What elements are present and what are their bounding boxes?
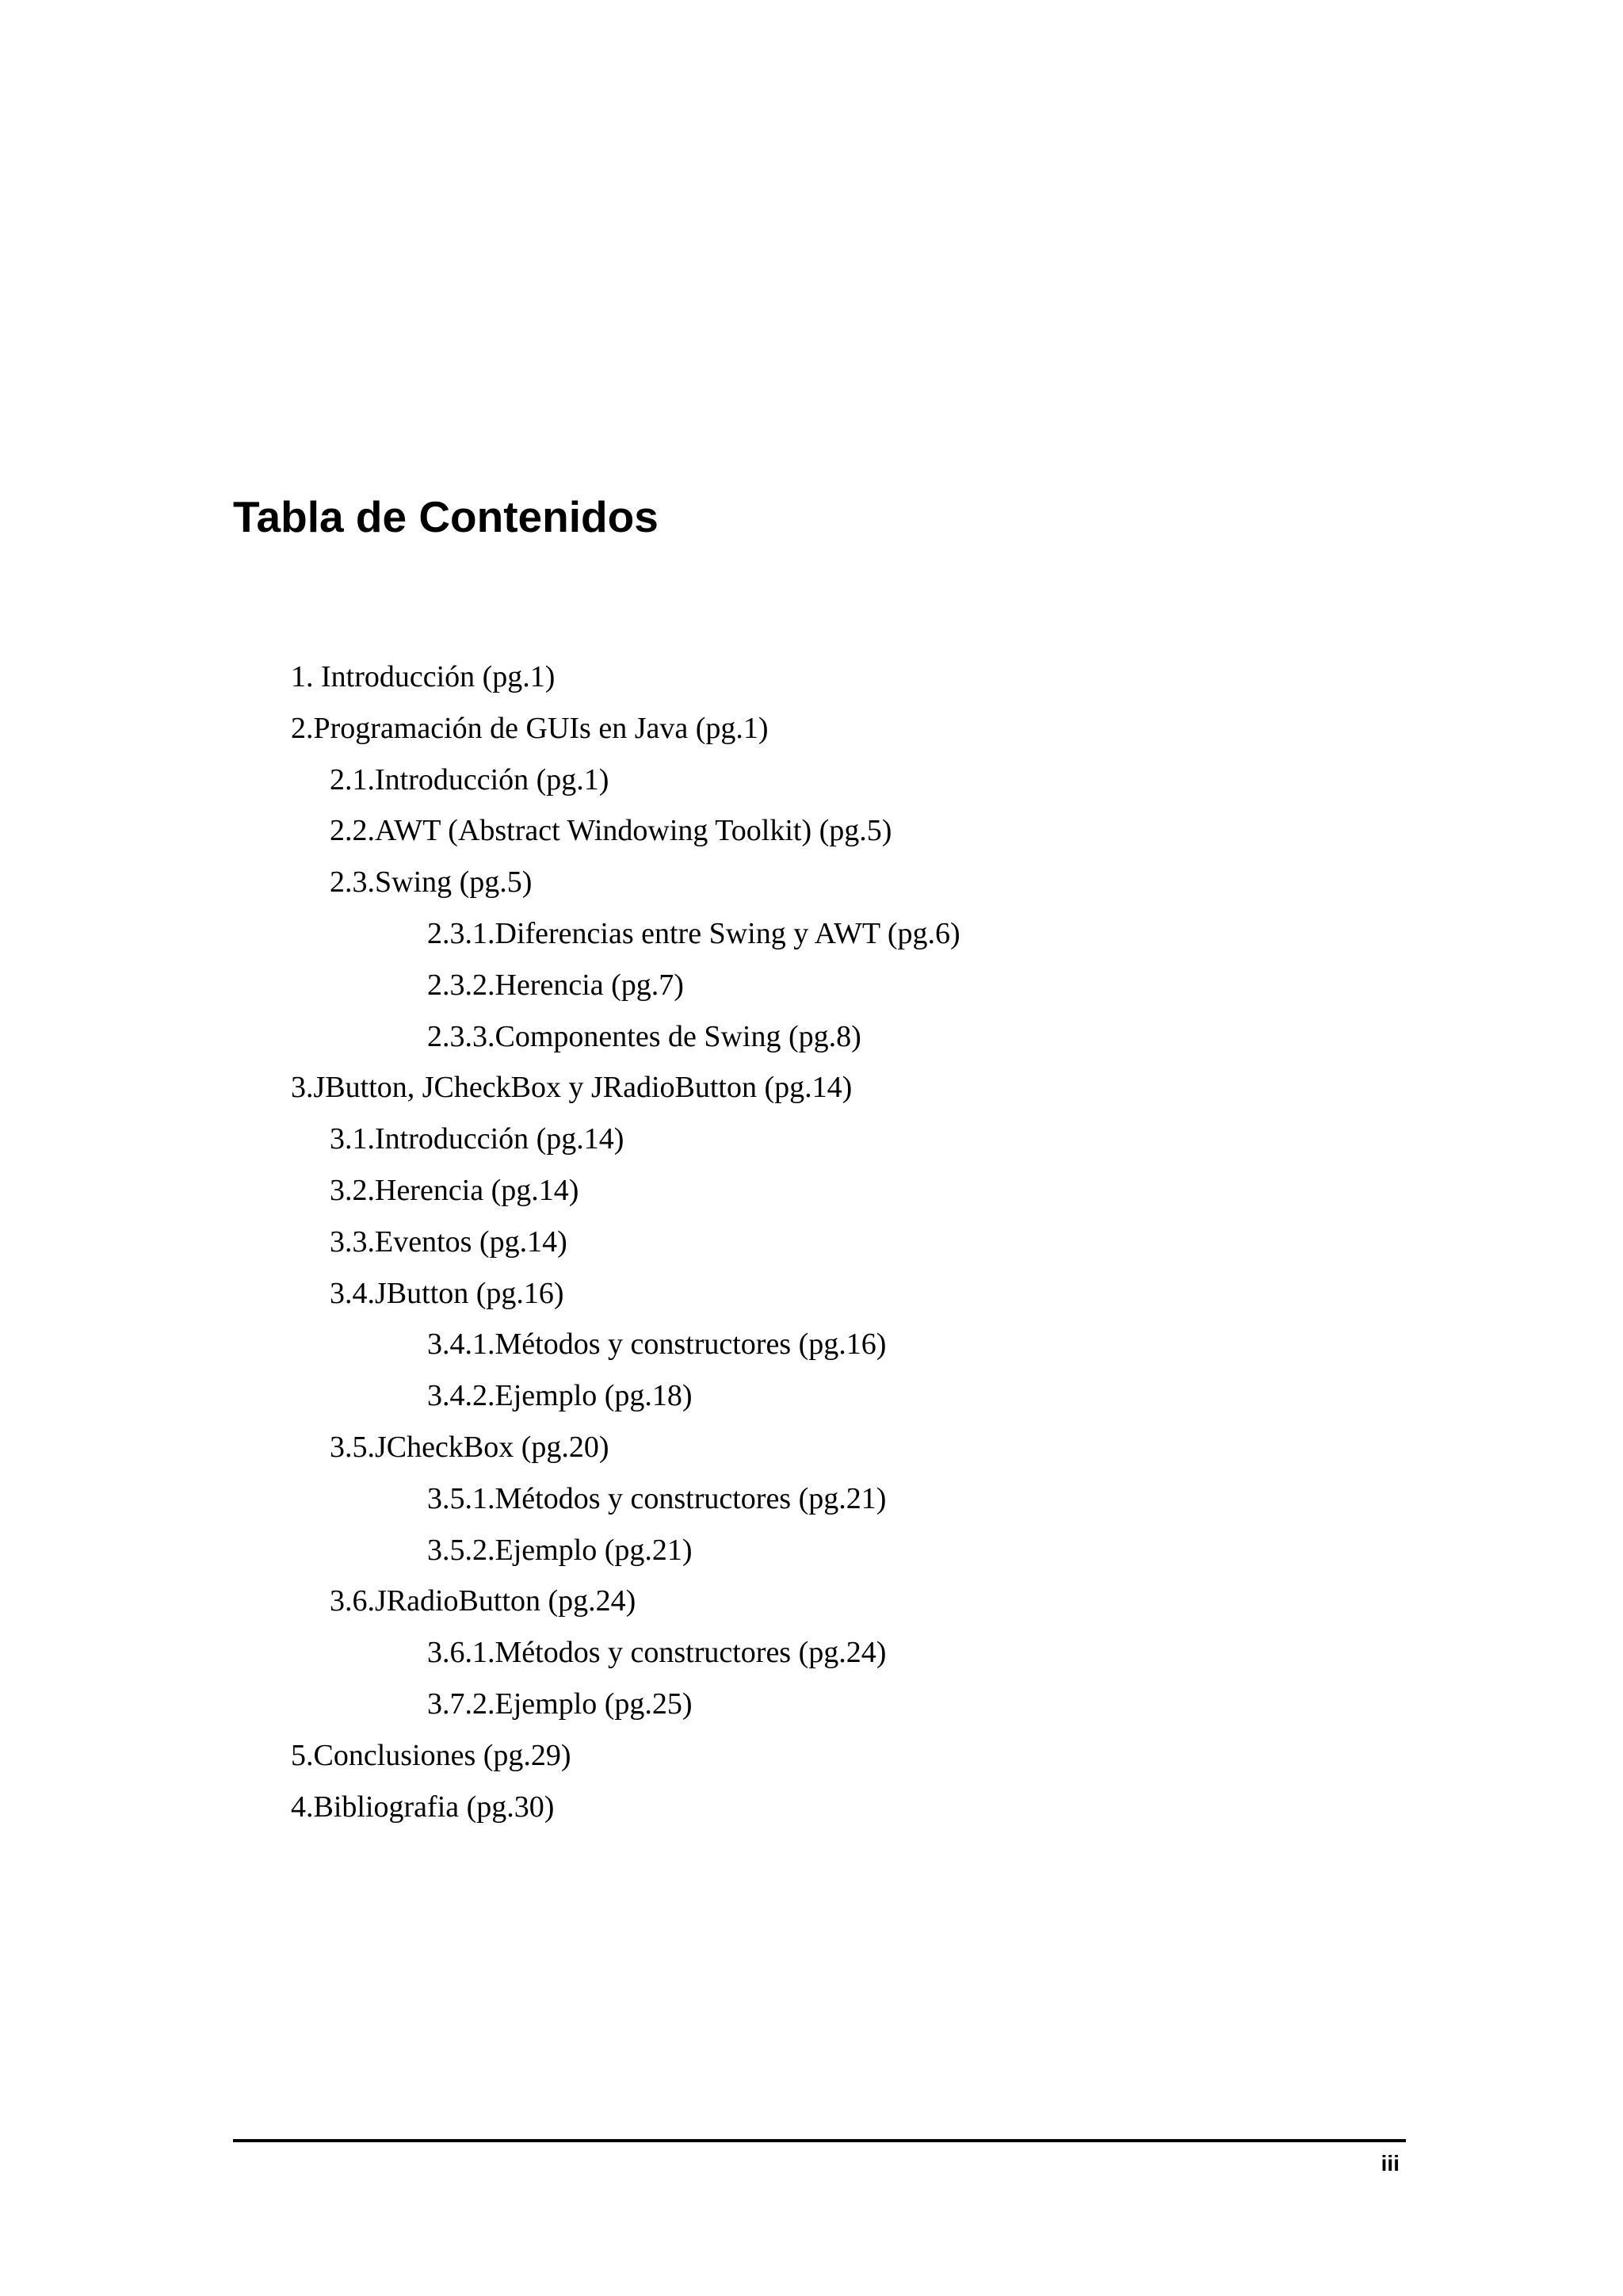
page-number: iii bbox=[1381, 2151, 1400, 2176]
toc-entry: 3.6.JRadioButton (pg.24) bbox=[330, 1584, 636, 1618]
toc-entry: 3.4.2.Ejemplo (pg.18) bbox=[427, 1379, 693, 1413]
toc-entry: 3.5.2.Ejemplo (pg.21) bbox=[427, 1533, 693, 1567]
toc-entry: 4.Bibliografia (pg.30) bbox=[291, 1790, 555, 1824]
toc-entry: 3.5.JCheckBox (pg.20) bbox=[330, 1430, 609, 1464]
toc-entry: 3.7.2.Ejemplo (pg.25) bbox=[427, 1687, 693, 1721]
toc-entry: 3.1.Introducción (pg.14) bbox=[330, 1122, 624, 1156]
toc-entry: 3.4.JButton (pg.16) bbox=[330, 1276, 564, 1310]
toc-entry: 2.3.1.Diferencias entre Swing y AWT (pg.6) bbox=[427, 916, 960, 950]
footer-divider bbox=[233, 2139, 1406, 2142]
toc-entry: 3.2.Herencia (pg.14) bbox=[330, 1173, 579, 1207]
toc-entry: 3.4.1.Métodos y constructores (pg.16) bbox=[427, 1328, 887, 1362]
toc-entry: 3.3.Eventos (pg.14) bbox=[330, 1224, 567, 1259]
toc-entry: 2.3.3.Componentes de Swing (pg.8) bbox=[427, 1019, 861, 1053]
toc-entry: 2.2.AWT (Abstract Windowing Toolkit) (pg.5) bbox=[330, 814, 892, 848]
toc-entry: 3.6.1.Métodos y constructores (pg.24) bbox=[427, 1636, 887, 1670]
toc-entry: 3.JButton, JCheckBox y JRadioButton (pg.14) bbox=[291, 1071, 853, 1105]
table-of-contents bbox=[0, 651, 960, 1832]
toc-entry: 1. Introducción (pg.1) bbox=[291, 660, 556, 693]
page-title: Tabla de Contenidos bbox=[233, 492, 659, 541]
toc-entry: 3.5.1.Métodos y constructores (pg.21) bbox=[427, 1481, 887, 1515]
toc-entry: 2.Programación de GUIs en Java (pg.1) bbox=[291, 711, 769, 745]
toc-entry: 2.3.Swing (pg.5) bbox=[330, 865, 533, 900]
toc-entry: 5.Conclusiones (pg.29) bbox=[291, 1738, 571, 1772]
toc-entry: 2.1.Introducción (pg.1) bbox=[330, 762, 609, 797]
toc-entry: 2.3.2.Herencia (pg.7) bbox=[427, 968, 684, 1002]
